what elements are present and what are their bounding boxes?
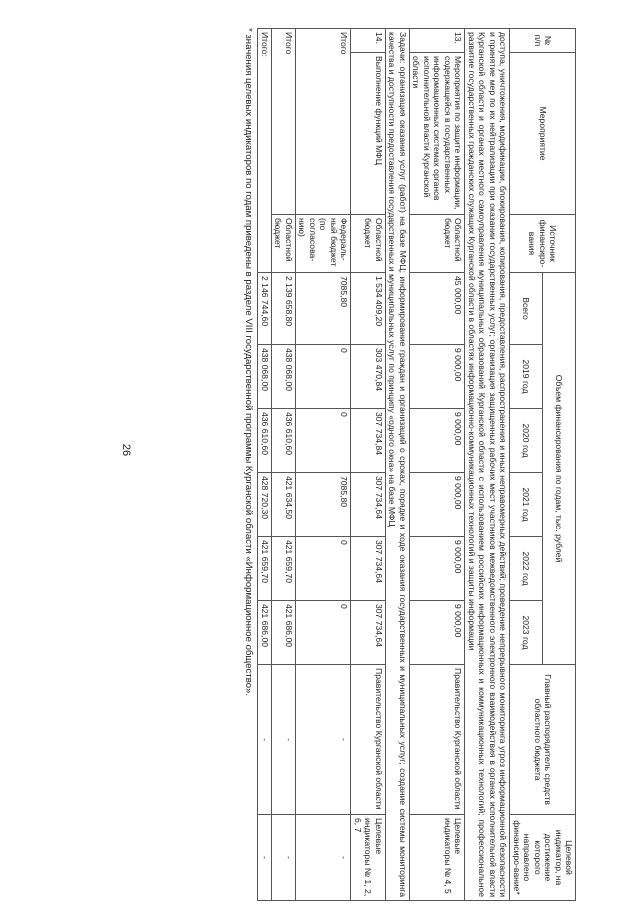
total-all-total: 2 146 744,60 [258, 273, 271, 345]
row14-2020: 307 734,84 [351, 409, 385, 473]
row14-source: Областной бюджет [351, 215, 385, 273]
header-manager: Главный распорядитель средств областного бюджета [510, 665, 576, 815]
header-row-1 [543, 29, 576, 901]
continuation-text: доступа, уничтожения, модификации, блокирования, копирования, предоставления, распространения и иных неправомерных действий; проведение непрерывного мониторинга угроз информационной безопасности и принятие мер по их нейтрализации при оказании государственных услуг; организация защищенных рабочих мест участников межведомственного электронного взаимодействия в органах исполнительной власти Курганской области и органах местного самоуправления муниципальных образований Курганской области с использованием российских информационных и коммуникационных технологий; профессиональное развитие государственных гражданских служащих Курганской области в областях информационно-коммуникационных технологий и защиты информации [465, 29, 510, 901]
row14-2023: 307 734,64 [351, 601, 385, 665]
page-number: 26 [120, 443, 132, 457]
header-year-total: Всего [510, 273, 543, 345]
total-regional-manager: - [271, 665, 295, 815]
header-event: Мероприятие [510, 53, 576, 215]
total-all-2023: 421 686,00 [258, 601, 271, 665]
total-regional-2021: 421 634,50 [271, 473, 295, 537]
total-regional-source: Областной бюджет [271, 215, 295, 273]
funding-table [257, 28, 576, 901]
table-row-13 [409, 29, 464, 901]
task-text: Задачи: организация оказания услуг (работ) на базе МФЦ; информирование граждан и организаций о сроках, порядке и ходе оказания государственных и муниципальных услуг; создание системы мониторинга качества и доступности предоставления государственных и муниципальных услуг по принципу «одного окна» на базе МФЦ [385, 29, 409, 901]
footnote: * значения целевых индикаторов по годам приведены в разделе VIII государственной программы Курганской области «Информационное общество». [243, 28, 255, 697]
total-all-2022: 421 659,70 [258, 537, 271, 601]
header-num: № п/п [510, 29, 576, 53]
task-row [385, 29, 409, 901]
total-regional-label: Итого [271, 29, 295, 215]
total-federal-label: Итого [295, 29, 350, 215]
row13-2023: 9 000,00 [409, 601, 464, 665]
total-federal-2022: 0 [295, 537, 350, 601]
row14-num: 14. [351, 29, 385, 53]
row13-2020: 9 000,00 [409, 409, 464, 473]
row13-event: Мероприятия по защите информации, содержащейся в государственных информационных системах органов исполнительной власти Курганской области [409, 53, 464, 215]
header-year-2023: 2023 год [510, 601, 543, 665]
row14-event: Выполнение функций МФЦ [351, 53, 385, 215]
total-federal-2019: 0 [295, 345, 350, 409]
row13-total: 45 000,00 [409, 273, 464, 345]
total-regional-2023: 421 686,00 [271, 601, 295, 665]
total-all-manager: - [258, 665, 271, 815]
total-federal-2023: 0 [295, 601, 350, 665]
row13-source: Областной бюджет [409, 215, 464, 273]
row14-indicator: Целевые индикаторы № 1, 2, 6, 7 [351, 815, 385, 901]
total-regional-2019: 438 068,00 [271, 345, 295, 409]
header-year-2019: 2019 год [510, 345, 543, 409]
header-year-2021: 2021 год [510, 473, 543, 537]
row14-2022: 307 734,64 [351, 537, 385, 601]
row13-num: 13. [409, 29, 464, 53]
total-regional-total: 2 139 658,80 [271, 273, 295, 345]
total-federal-total: 7085,80 [295, 273, 350, 345]
row13-2019: 9 000,00 [409, 345, 464, 409]
total-federal-manager: - [295, 665, 350, 815]
table-row-14 [351, 29, 385, 901]
total-federal-row [295, 29, 350, 901]
total-regional-2022: 421 659,70 [271, 537, 295, 601]
row13-2022: 9 000,00 [409, 537, 464, 601]
total-all-2019: 438 068,00 [258, 345, 271, 409]
header-funding-group: Объем финансирования по годам, тыс. рублей [543, 273, 576, 665]
header-year-2020: 2020 год [510, 409, 543, 473]
row14-2021: 307 734,64 [351, 473, 385, 537]
row14-manager: Правительство Курганской области [351, 665, 385, 815]
row13-manager: Правительство Курганской области [409, 665, 464, 815]
total-regional-indicator: - [271, 815, 295, 901]
rotated-page-content [242, 28, 576, 900]
total-regional-2020: 436 610,60 [271, 409, 295, 473]
header-indicator: Целевой индикатор, на достижение которого направлено финансиро-вание* [510, 815, 576, 901]
total-federal-source: Федераль-ный бюджет (по согласова-нию) [295, 215, 350, 273]
total-all-indicator: - [258, 815, 271, 901]
row13-2021: 9 000,00 [409, 473, 464, 537]
row14-2019: 303 470,84 [351, 345, 385, 409]
header-source: Источник финансиро-вания [510, 215, 576, 273]
row14-total: 1 534 409,20 [351, 273, 385, 345]
total-all-2021: 428 720,30 [258, 473, 271, 537]
total-all-row [258, 29, 271, 901]
total-all-2020: 436 610,60 [258, 409, 271, 473]
total-federal-indicator: - [295, 815, 350, 901]
total-all-label: Итого: [258, 29, 271, 273]
header-year-2022: 2022 год [510, 537, 543, 601]
row13-indicator: Целевые индикаторы № 4, 5 [409, 815, 464, 901]
total-regional-row [271, 29, 295, 901]
total-federal-2020: 0 [295, 409, 350, 473]
continuation-row [465, 29, 510, 901]
total-federal-2021: 7085,80 [295, 473, 350, 537]
